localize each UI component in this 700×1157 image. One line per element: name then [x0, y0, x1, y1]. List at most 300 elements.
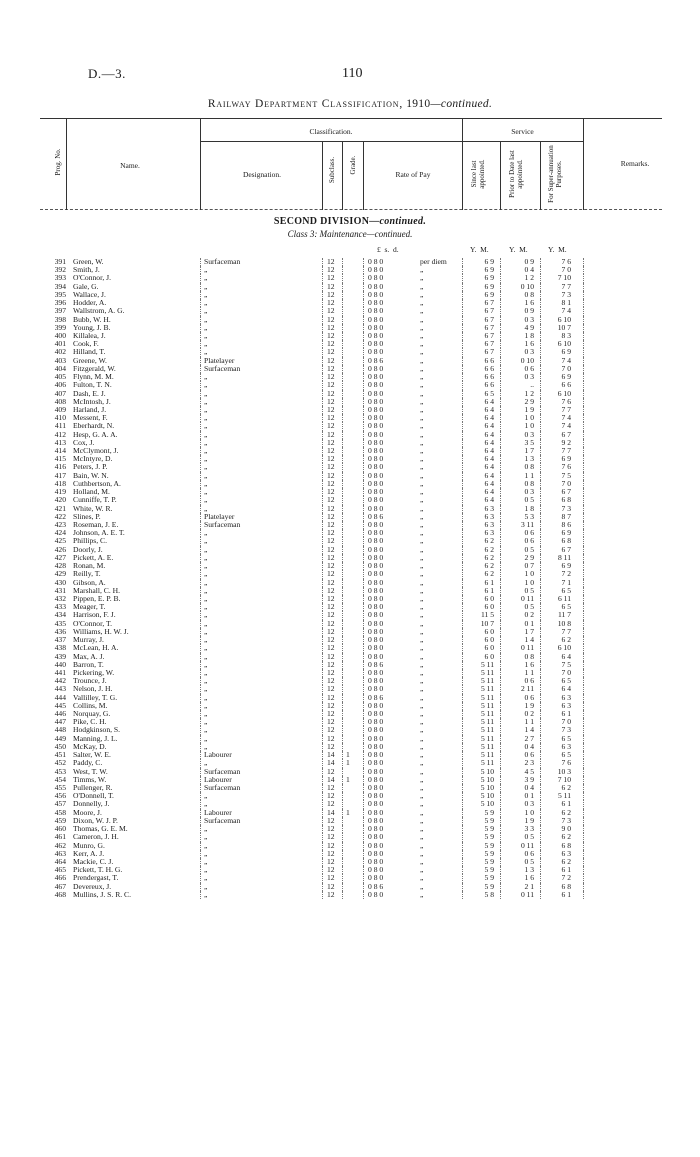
column-separator — [540, 759, 541, 767]
prog-no-cell: 455 — [54, 783, 66, 792]
column-separator — [342, 414, 343, 422]
name-cell: Hesp, G. A. A. — [73, 430, 118, 439]
prog-no-cell: 395 — [54, 289, 66, 299]
prior-to-date-cell: 4 5 — [524, 766, 534, 776]
column-separator — [540, 422, 541, 430]
column-separator — [500, 579, 501, 587]
superannuation-cell: 7 6 — [561, 758, 571, 768]
subclass-cell: 12 — [327, 265, 335, 275]
table-row — [0, 891, 700, 899]
name-cell: Flynn, M. M. — [73, 373, 114, 382]
column-separator — [363, 537, 364, 545]
column-separator — [583, 883, 584, 891]
column-separator — [342, 398, 343, 406]
superannuation-cell: 9 0 — [561, 824, 571, 834]
column-separator — [342, 579, 343, 587]
designation-cell: „ — [204, 570, 208, 579]
column-separator — [583, 800, 584, 808]
column-separator — [363, 579, 364, 587]
document-reference: D.—3. — [88, 66, 126, 81]
table-row — [0, 644, 700, 652]
column-separator — [363, 414, 364, 422]
prior-to-date-cell: 1 3 — [524, 454, 534, 464]
since-last-cell: 5 9 — [484, 807, 494, 817]
column-separator — [462, 332, 463, 340]
prior-to-date-cell: 1 2 — [524, 388, 534, 398]
column-separator — [500, 422, 501, 430]
rate-cell: 0 8 0 — [368, 281, 384, 291]
since-last-cell: 6 4 — [484, 446, 494, 456]
column-separator — [583, 644, 584, 652]
superannuation-cell: 6 3 — [561, 741, 571, 751]
column-separator — [363, 348, 364, 356]
column-separator — [363, 611, 364, 619]
subclass-cell: 12 — [327, 462, 335, 472]
rate-period-cell: „ — [420, 281, 424, 291]
rate-period-cell: „ — [420, 298, 424, 308]
rate-cell: 0 8 6 — [368, 511, 384, 521]
rate-period-cell: „ — [420, 832, 424, 842]
column-separator — [200, 307, 201, 315]
column-separator — [322, 710, 323, 718]
column-separator — [363, 357, 364, 365]
column-separator — [540, 620, 541, 628]
rate-cell: 0 8 0 — [368, 503, 384, 513]
column-separator — [342, 776, 343, 784]
subclass-cell: 12 — [327, 273, 335, 283]
name-cell: Cuthbertson, A. — [73, 479, 121, 488]
prior-to-date-cell: 0 6 — [524, 676, 534, 686]
table-row — [0, 291, 700, 299]
column-separator — [200, 587, 201, 595]
column-separator — [200, 866, 201, 874]
table-row — [0, 414, 700, 422]
rate-period-cell: „ — [420, 774, 424, 784]
column-separator — [322, 702, 323, 710]
designation-cell: Surfaceman — [204, 258, 241, 266]
table-row — [0, 258, 700, 266]
rate-cell: 0 8 0 — [368, 322, 384, 332]
column-separator — [462, 274, 463, 282]
column-separator — [540, 587, 541, 595]
column-separator — [200, 710, 201, 718]
column-separator — [342, 554, 343, 562]
prior-to-date-cell: 0 1 — [524, 618, 534, 628]
column-separator — [363, 817, 364, 825]
column-separator — [342, 751, 343, 759]
column-separator — [462, 661, 463, 669]
prog-no-cell: 417 — [54, 470, 66, 480]
name-cell: Messent, F. — [73, 414, 108, 423]
name-cell: Peters, J. P. — [73, 463, 108, 472]
column-separator — [322, 414, 323, 422]
header-since-last: Since last appointed. — [470, 159, 486, 189]
rate-cell: 0 8 0 — [368, 709, 384, 719]
column-separator — [200, 488, 201, 496]
prog-no-cell: 448 — [54, 725, 66, 735]
since-last-cell: 5 11 — [480, 733, 494, 743]
superannuation-cell: 6 9 — [561, 528, 571, 538]
rate-period-cell: „ — [420, 758, 424, 768]
since-last-cell: 6 4 — [484, 429, 494, 439]
column-separator — [200, 874, 201, 882]
column-separator — [342, 447, 343, 455]
column-separator — [322, 833, 323, 841]
column-separator — [342, 529, 343, 537]
column-separator — [342, 883, 343, 891]
rate-cell: 0 8 0 — [368, 520, 384, 529]
superannuation-cell: 6 5 — [561, 585, 571, 595]
column-separator — [540, 883, 541, 891]
column-separator — [200, 373, 201, 381]
column-separator — [500, 521, 501, 529]
table-row — [0, 505, 700, 513]
column-separator — [583, 513, 584, 521]
table-row — [0, 554, 700, 562]
column-separator — [200, 381, 201, 389]
since-last-cell: 6 4 — [484, 462, 494, 472]
column-separator — [200, 266, 201, 274]
superannuation-cell: 6 9 — [561, 454, 571, 464]
subclass-cell: 12 — [327, 840, 335, 850]
table-row — [0, 365, 700, 373]
column-separator — [583, 431, 584, 439]
since-units: Y. M. — [470, 245, 489, 254]
column-separator — [322, 842, 323, 850]
column-separator — [200, 636, 201, 644]
table-row — [0, 546, 700, 554]
classification-subrule — [200, 141, 462, 142]
column-separator — [363, 570, 364, 578]
rate-period-cell: „ — [420, 585, 424, 595]
column-separator — [322, 348, 323, 356]
grade-cell: 1 — [346, 750, 350, 760]
column-separator — [583, 661, 584, 669]
col-rule — [500, 141, 501, 210]
column-separator — [462, 603, 463, 611]
column-separator — [200, 274, 201, 282]
column-separator — [200, 776, 201, 784]
subclass-cell: 12 — [327, 569, 335, 579]
rate-cell: 0 8 0 — [368, 421, 384, 431]
column-separator — [540, 274, 541, 282]
column-separator — [363, 603, 364, 611]
subclass-cell: 12 — [327, 322, 335, 332]
column-separator — [363, 463, 364, 471]
column-separator — [462, 669, 463, 677]
column-separator — [342, 891, 343, 899]
rate-period-cell: „ — [420, 454, 424, 464]
rate-cell: 0 8 6 — [368, 881, 384, 891]
designation-cell: „ — [204, 373, 208, 382]
rate-period-cell: „ — [420, 520, 424, 529]
column-separator — [363, 800, 364, 808]
column-separator — [363, 332, 364, 340]
column-separator — [500, 562, 501, 570]
rate-cell: 0 8 0 — [368, 273, 384, 283]
name-cell: Fulton, T. N. — [73, 381, 112, 390]
column-separator — [322, 685, 323, 693]
prior-to-date-cell: 0 6 — [524, 363, 534, 373]
designation-cell: „ — [204, 422, 208, 431]
money-units: £ s. d. — [377, 245, 399, 254]
table-row — [0, 718, 700, 726]
column-separator — [583, 390, 584, 398]
rate-cell: 0 8 0 — [368, 593, 384, 603]
column-separator — [363, 891, 364, 899]
subclass-cell: 12 — [327, 741, 335, 751]
rate-period-cell: „ — [420, 626, 424, 636]
rate-period-cell: „ — [420, 536, 424, 546]
since-last-cell: 6 9 — [484, 257, 494, 266]
column-separator — [583, 653, 584, 661]
table-row — [0, 800, 700, 808]
superannuation-cell: 8 1 — [561, 298, 571, 308]
rate-cell: 0 8 0 — [368, 388, 384, 398]
column-separator — [363, 759, 364, 767]
column-separator — [322, 800, 323, 808]
column-separator — [342, 653, 343, 661]
since-last-cell: 5 11 — [480, 684, 494, 694]
rate-cell: 0 8 0 — [368, 437, 384, 447]
column-separator — [540, 735, 541, 743]
designation-cell: Labourer — [204, 808, 232, 817]
subclass-cell: 12 — [327, 635, 335, 645]
subclass-cell: 12 — [327, 536, 335, 546]
since-last-cell: 5 10 — [480, 799, 494, 809]
column-separator — [540, 496, 541, 504]
division-name: SECOND DIVISION — [273, 216, 370, 227]
rate-cell: 0 8 0 — [368, 618, 384, 628]
column-separator — [342, 365, 343, 373]
since-last-cell: 5 9 — [484, 856, 494, 866]
column-separator — [200, 677, 201, 685]
column-separator — [462, 390, 463, 398]
superannuation-cell: 7 7 — [561, 281, 571, 291]
col-rule — [342, 141, 343, 210]
prior-to-date-cell: 0 1 — [524, 791, 534, 801]
column-separator — [540, 472, 541, 480]
rate-cell: 0 8 0 — [368, 750, 384, 760]
since-last-cell: 6 7 — [484, 330, 494, 340]
rate-period-cell: „ — [420, 569, 424, 579]
column-separator — [342, 332, 343, 340]
subclass-cell: 12 — [327, 478, 335, 488]
prog-no-cell: 444 — [54, 692, 66, 702]
super-units: Y. M. — [548, 245, 567, 254]
prog-no-cell: 423 — [54, 520, 66, 529]
designation-cell: Surfaceman — [204, 767, 241, 776]
prior-to-date-cell: 1 7 — [524, 626, 534, 636]
column-separator — [540, 595, 541, 603]
subclass-cell: 12 — [327, 626, 335, 636]
column-separator — [322, 636, 323, 644]
superannuation-cell: 6 9 — [561, 561, 571, 571]
rate-period-cell: „ — [420, 651, 424, 661]
column-separator — [500, 743, 501, 751]
name-cell: Williams, H. W. J. — [73, 627, 129, 636]
column-separator — [462, 373, 463, 381]
column-separator — [540, 570, 541, 578]
prog-no-cell: 431 — [54, 585, 66, 595]
rate-cell: 0 8 0 — [368, 552, 384, 562]
prog-no-cell: 451 — [54, 750, 66, 760]
since-last-cell: 6 3 — [484, 511, 494, 521]
column-separator — [342, 299, 343, 307]
column-separator — [540, 858, 541, 866]
column-separator — [462, 858, 463, 866]
designation-cell: Platelayer — [204, 356, 235, 365]
prog-no-cell: 401 — [54, 339, 66, 349]
column-separator — [342, 316, 343, 324]
subclass-cell: 12 — [327, 520, 335, 529]
prog-no-cell: 402 — [54, 347, 66, 357]
column-separator — [363, 833, 364, 841]
column-separator — [500, 735, 501, 743]
superannuation-cell: 6 10 — [557, 643, 571, 653]
name-cell: Max, A. J. — [73, 652, 105, 661]
rate-period-cell: „ — [420, 265, 424, 275]
rate-period-cell: „ — [420, 487, 424, 497]
column-separator — [322, 340, 323, 348]
table-row — [0, 480, 700, 488]
designation-cell: Labourer — [204, 775, 232, 784]
prog-no-cell: 414 — [54, 446, 66, 456]
prog-no-cell: 466 — [54, 873, 66, 883]
superannuation-cell: 7 4 — [561, 413, 571, 423]
column-separator — [583, 611, 584, 619]
column-separator — [500, 644, 501, 652]
designation-cell: „ — [204, 537, 208, 546]
table-row — [0, 521, 700, 529]
column-separator — [540, 431, 541, 439]
prior-to-date-cell: 0 3 — [524, 347, 534, 357]
prior-to-date-cell: 1 0 — [524, 807, 534, 817]
header-for-superannuation: For Super-annuation Purposes. — [547, 145, 563, 203]
name-cell: Doorly, J. — [73, 545, 103, 554]
column-separator — [540, 628, 541, 636]
rate-period-cell: „ — [420, 462, 424, 472]
rate-cell: 0 8 0 — [368, 667, 384, 677]
table-row — [0, 332, 700, 340]
column-separator — [500, 439, 501, 447]
column-separator — [200, 792, 201, 800]
prog-no-cell: 430 — [54, 577, 66, 587]
column-separator — [540, 258, 541, 266]
column-separator — [363, 521, 364, 529]
column-separator — [462, 792, 463, 800]
column-separator — [500, 324, 501, 332]
superannuation-cell: 7 2 — [561, 569, 571, 579]
column-separator — [200, 365, 201, 373]
table-row — [0, 496, 700, 504]
column-separator — [342, 480, 343, 488]
name-cell: Eberhardt, N. — [73, 422, 115, 431]
superannuation-cell: 8 3 — [561, 330, 571, 340]
column-separator — [462, 743, 463, 751]
column-separator — [540, 726, 541, 734]
column-separator — [500, 274, 501, 282]
header-designation: Designation. — [242, 170, 282, 179]
subclass-cell: 12 — [327, 881, 335, 891]
rate-period-cell: „ — [420, 380, 424, 390]
column-separator — [322, 307, 323, 315]
column-separator — [322, 274, 323, 282]
column-separator — [540, 513, 541, 521]
superannuation-cell: 7 3 — [561, 725, 571, 735]
name-cell: Harland, J. — [73, 405, 107, 414]
column-separator — [540, 669, 541, 677]
rate-cell: 0 8 6 — [368, 355, 384, 365]
column-separator — [583, 398, 584, 406]
division-continued: —continued. — [369, 216, 427, 227]
table-row — [0, 883, 700, 891]
prior-to-date-cell: 1 0 — [524, 421, 534, 431]
prog-no-cell: 442 — [54, 676, 66, 686]
rate-period-cell: „ — [420, 561, 424, 571]
prior-to-date-cell: .. — [530, 380, 534, 390]
subclass-cell: 12 — [327, 610, 335, 620]
designation-cell: „ — [204, 553, 208, 562]
subclass-cell: 12 — [327, 544, 335, 554]
table-row — [0, 858, 700, 866]
prior-to-date-cell: 0 2 — [524, 610, 534, 620]
table-row — [0, 866, 700, 874]
prior-to-date-cell: 0 3 — [524, 799, 534, 809]
superannuation-cell: 7 4 — [561, 306, 571, 316]
column-separator — [583, 759, 584, 767]
subclass-cell: 12 — [327, 717, 335, 727]
prog-no-cell: 396 — [54, 298, 66, 308]
column-separator — [462, 472, 463, 480]
column-separator — [540, 546, 541, 554]
column-separator — [462, 620, 463, 628]
column-separator — [342, 537, 343, 545]
column-separator — [200, 825, 201, 833]
column-separator — [583, 332, 584, 340]
prior-to-date-cell: 0 5 — [524, 495, 534, 505]
rate-period-cell: „ — [420, 840, 424, 850]
table-row — [0, 677, 700, 685]
prog-no-cell: 435 — [54, 618, 66, 628]
designation-cell: „ — [204, 397, 208, 406]
column-separator — [322, 439, 323, 447]
column-separator — [342, 488, 343, 496]
table-row — [0, 587, 700, 595]
subclass-cell: 12 — [327, 306, 335, 316]
column-separator — [540, 874, 541, 882]
prog-no-cell: 461 — [54, 832, 66, 842]
column-separator — [500, 365, 501, 373]
column-separator — [363, 710, 364, 718]
column-separator — [583, 348, 584, 356]
column-separator — [583, 357, 584, 365]
superannuation-cell: 6 10 — [557, 339, 571, 349]
superannuation-cell: 6 2 — [561, 783, 571, 792]
column-separator — [500, 357, 501, 365]
column-separator — [200, 299, 201, 307]
prog-no-cell: 439 — [54, 651, 66, 661]
column-separator — [322, 743, 323, 751]
column-separator — [363, 447, 364, 455]
prior-to-date-cell: 1 9 — [524, 700, 534, 710]
rate-cell: 0 8 0 — [368, 700, 384, 710]
table-row — [0, 422, 700, 430]
column-separator — [322, 381, 323, 389]
designation-cell: „ — [204, 734, 208, 743]
designation-cell: „ — [204, 833, 208, 842]
superannuation-cell: 6 7 — [561, 487, 571, 497]
